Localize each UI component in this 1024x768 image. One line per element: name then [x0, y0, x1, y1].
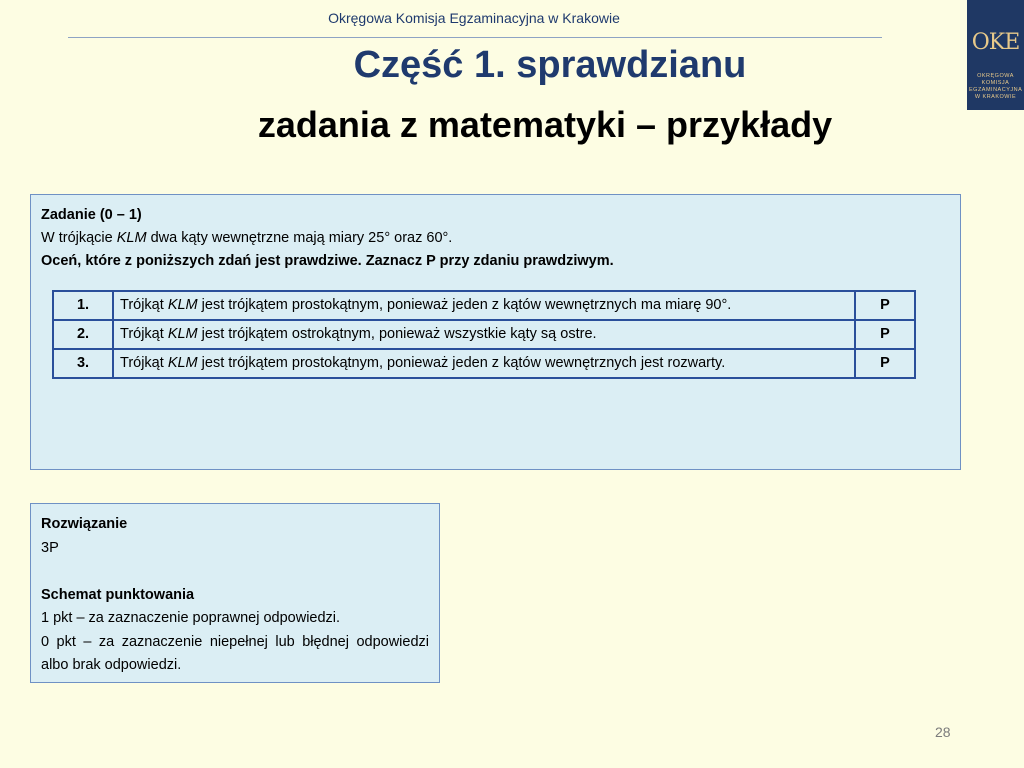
- answer-mark-cell[interactable]: P: [855, 291, 915, 320]
- logo-caption-line: W KRAKOWIE: [974, 94, 1017, 100]
- task-statement: [41, 227, 950, 250]
- table-row: [53, 291, 915, 320]
- table-row: [53, 349, 915, 378]
- row-number: 2.: [53, 320, 113, 349]
- statements-table: [52, 290, 916, 379]
- task-box: [30, 194, 961, 470]
- row-number: 3.: [53, 349, 113, 378]
- slide-title: Część 1. sprawdzianu: [353, 44, 747, 86]
- logo-caption: [969, 73, 1022, 101]
- table-row: [53, 320, 915, 349]
- slide-subtitle: zadania z matematyki – przykłady: [257, 104, 833, 145]
- scheme-line: 0 pkt – za zaznaczenie niepełnej lub błędnej odpowiedzi albo brak odpowiedzi.: [41, 633, 429, 673]
- spacer: [41, 560, 429, 584]
- answer-mark-cell[interactable]: P: [855, 349, 915, 378]
- statement-text: Trójkąt KLM jest trójkątem prostokątnym, ponieważ jeden z kątów wewnętrznych ma miarę 90°.: [113, 291, 855, 320]
- logo-caption-line: EGZAMINACYJNA: [969, 87, 1023, 93]
- logo-caption-line: KOMISJA: [981, 80, 1010, 86]
- triangle-name: KLM: [167, 355, 198, 371]
- triangle-name: KLM: [167, 297, 198, 313]
- statement-text: Trójkąt KLM jest trójkątem ostrokątnym, ponieważ wszystkie kąty są ostre.: [113, 320, 855, 349]
- logo-mark: OKE: [971, 30, 1020, 55]
- scheme-line: 1 pkt – za zaznaczenie poprawnej odpowiedzi.: [41, 610, 341, 626]
- page-number: 28: [935, 724, 951, 740]
- statement-text: Trójkąt KLM jest trójkątem prostokątnym, ponieważ jeden z kątów wewnętrznych jest rozwarty.: [113, 349, 855, 378]
- logo-caption-line: OKRĘGOWA: [977, 73, 1014, 79]
- solution-answer: 3P: [41, 539, 59, 556]
- task-statement-text: dwa kąty wewnętrzne mają miary 25° oraz 60°.: [146, 230, 453, 246]
- triangle-name: KLM: [116, 230, 147, 246]
- solution-heading: Rozwiązanie: [41, 516, 128, 532]
- oke-logo: [967, 0, 1024, 110]
- solution-box: [30, 503, 440, 683]
- triangle-name: KLM: [167, 326, 198, 342]
- task-heading: Zadanie (0 – 1): [41, 207, 142, 223]
- answer-mark-cell[interactable]: P: [855, 320, 915, 349]
- organization-name: Okręgowa Komisja Egzaminacyjna w Krakowie: [328, 10, 620, 26]
- scheme-heading: Schemat punktowania: [41, 586, 195, 603]
- header-divider: [68, 37, 882, 38]
- row-number: 1.: [53, 291, 113, 320]
- task-instruction: Oceń, które z poniższych zdań jest prawdziwe. Zaznacz P przy zdaniu prawdziwym.: [41, 253, 614, 269]
- task-statement-text: W trójkącie: [41, 230, 117, 246]
